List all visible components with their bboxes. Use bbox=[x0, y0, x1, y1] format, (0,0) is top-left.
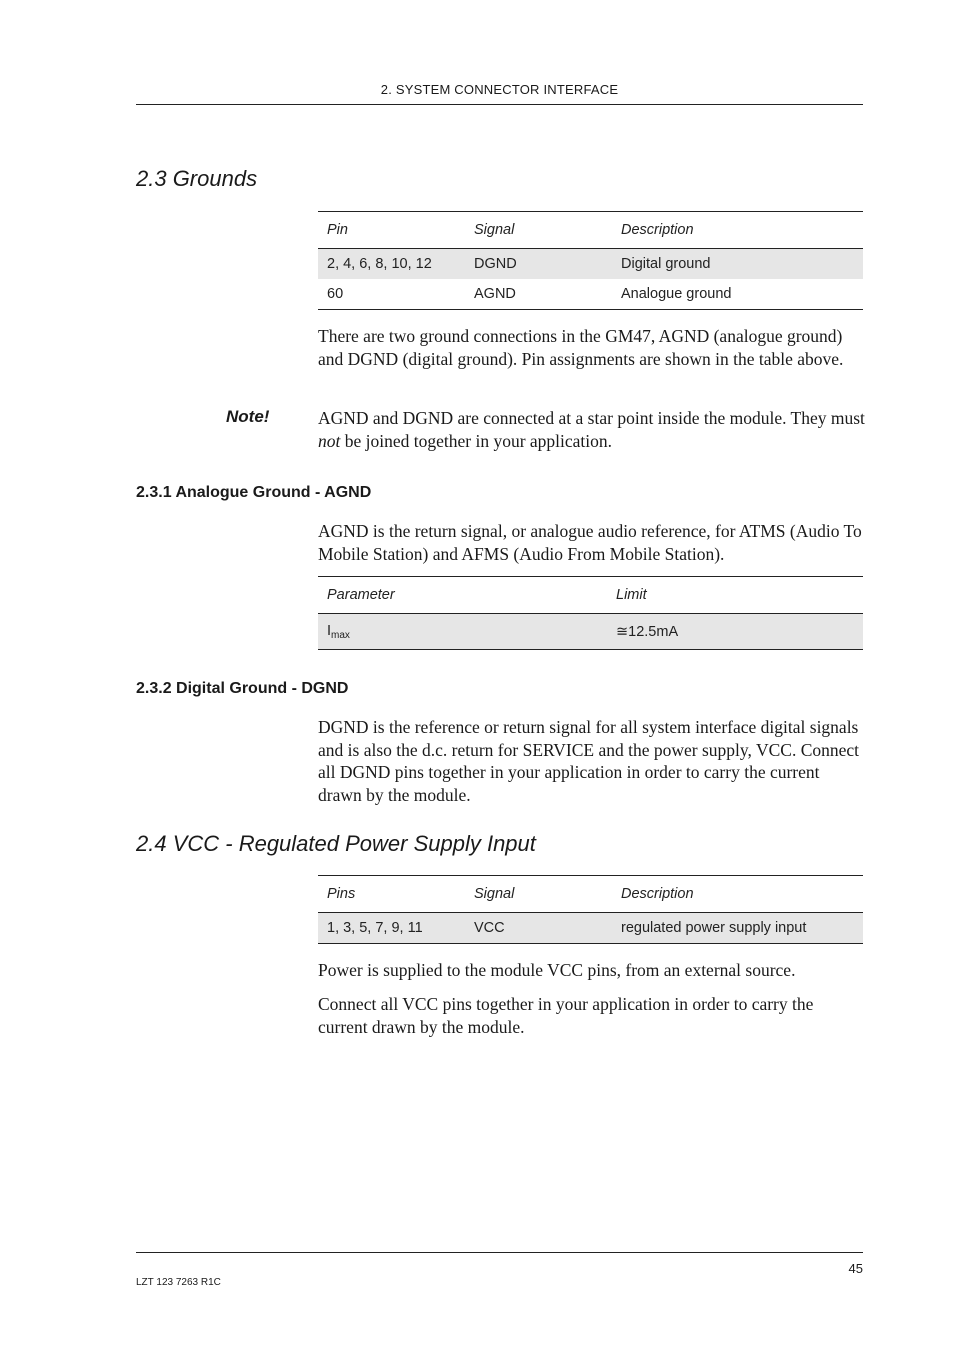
column-header-pins: Pins bbox=[318, 876, 465, 913]
grounds-table bbox=[318, 211, 863, 310]
param-subscript: max bbox=[331, 629, 350, 641]
table-cell: regulated power supply input bbox=[612, 913, 863, 944]
table-cell-limit: ≅12.5mA bbox=[607, 614, 863, 650]
subsection-heading-agnd: 2.3.1 Analogue Ground - AGND bbox=[136, 484, 372, 501]
note-text bbox=[318, 407, 866, 452]
column-header-description: Description bbox=[612, 212, 863, 249]
param-symbol: I bbox=[327, 622, 332, 639]
note-text-before: AGND and DGND are connected at a star point inside the module. They must bbox=[318, 408, 865, 428]
table-cell: AGND bbox=[465, 279, 612, 310]
table-cell: Analogue ground bbox=[612, 279, 863, 310]
note-label: Note! bbox=[226, 407, 270, 426]
note-emphasis: not bbox=[318, 430, 341, 451]
section-heading-grounds: 2.3 Grounds bbox=[136, 166, 258, 191]
column-header-pin: Pin bbox=[318, 212, 465, 249]
footer-rule bbox=[136, 1252, 863, 1253]
column-header-description: Description bbox=[612, 876, 863, 913]
table-header-row bbox=[318, 577, 863, 614]
table-cell: 60 bbox=[318, 279, 465, 310]
table-cell: 1, 3, 5, 7, 9, 11 bbox=[318, 913, 465, 944]
column-header-signal: Signal bbox=[465, 876, 612, 913]
section-heading-vcc: 2.4 VCC - Regulated Power Supply Input bbox=[136, 831, 536, 856]
table-cell-parameter bbox=[318, 614, 607, 650]
table-cell: VCC bbox=[465, 913, 612, 944]
column-header-parameter: Parameter bbox=[318, 577, 607, 614]
note-text-after: be joined together in your application. bbox=[340, 430, 613, 451]
document-code: LZT 123 7263 R1C bbox=[136, 1277, 221, 1288]
table-header-row bbox=[318, 212, 863, 249]
table-cell: 2, 4, 6, 8, 10, 12 bbox=[318, 249, 465, 280]
column-header-limit: Limit bbox=[607, 577, 863, 614]
vcc-table bbox=[318, 875, 863, 944]
vcc-paragraph-1: Power is supplied to the module VCC pins, from an external source. bbox=[318, 960, 796, 980]
table-row bbox=[318, 249, 863, 280]
dgnd-paragraph: DGND is the reference or return signal for all system interface digital signals and is also the d.c. return for SERVICE and the power supply, VCC. Connect all DGND pins together in your application in order to carry the current drawn by the module. bbox=[318, 717, 860, 805]
header-rule bbox=[136, 104, 863, 105]
table-row bbox=[318, 913, 863, 944]
table-header-row bbox=[318, 876, 863, 913]
column-header-signal: Signal bbox=[465, 212, 612, 249]
vcc-paragraph-2: Connect all VCC pins together in your application in order to carry the current drawn by the module. bbox=[318, 994, 814, 1037]
page-number: 45 bbox=[848, 1261, 863, 1276]
table-cell: DGND bbox=[465, 249, 612, 280]
table-row bbox=[318, 614, 863, 650]
agnd-paragraph: AGND is the return signal, or analogue audio reference, for ATMS (Audio To Mobile Station) and AFMS (Audio From Mobile Station). bbox=[318, 521, 862, 564]
running-header: 2. SYSTEM CONNECTOR INTERFACE bbox=[380, 82, 619, 97]
agnd-limits-table bbox=[318, 576, 863, 650]
subsection-heading-dgnd: 2.3.2 Digital Ground - DGND bbox=[136, 680, 349, 697]
table-cell: Digital ground bbox=[612, 249, 863, 280]
grounds-paragraph: There are two ground connections in the GM47, AGND (analogue ground) and DGND (digital ground). Pin assignments are shown in the table above. bbox=[318, 326, 844, 369]
table-row bbox=[318, 279, 863, 310]
